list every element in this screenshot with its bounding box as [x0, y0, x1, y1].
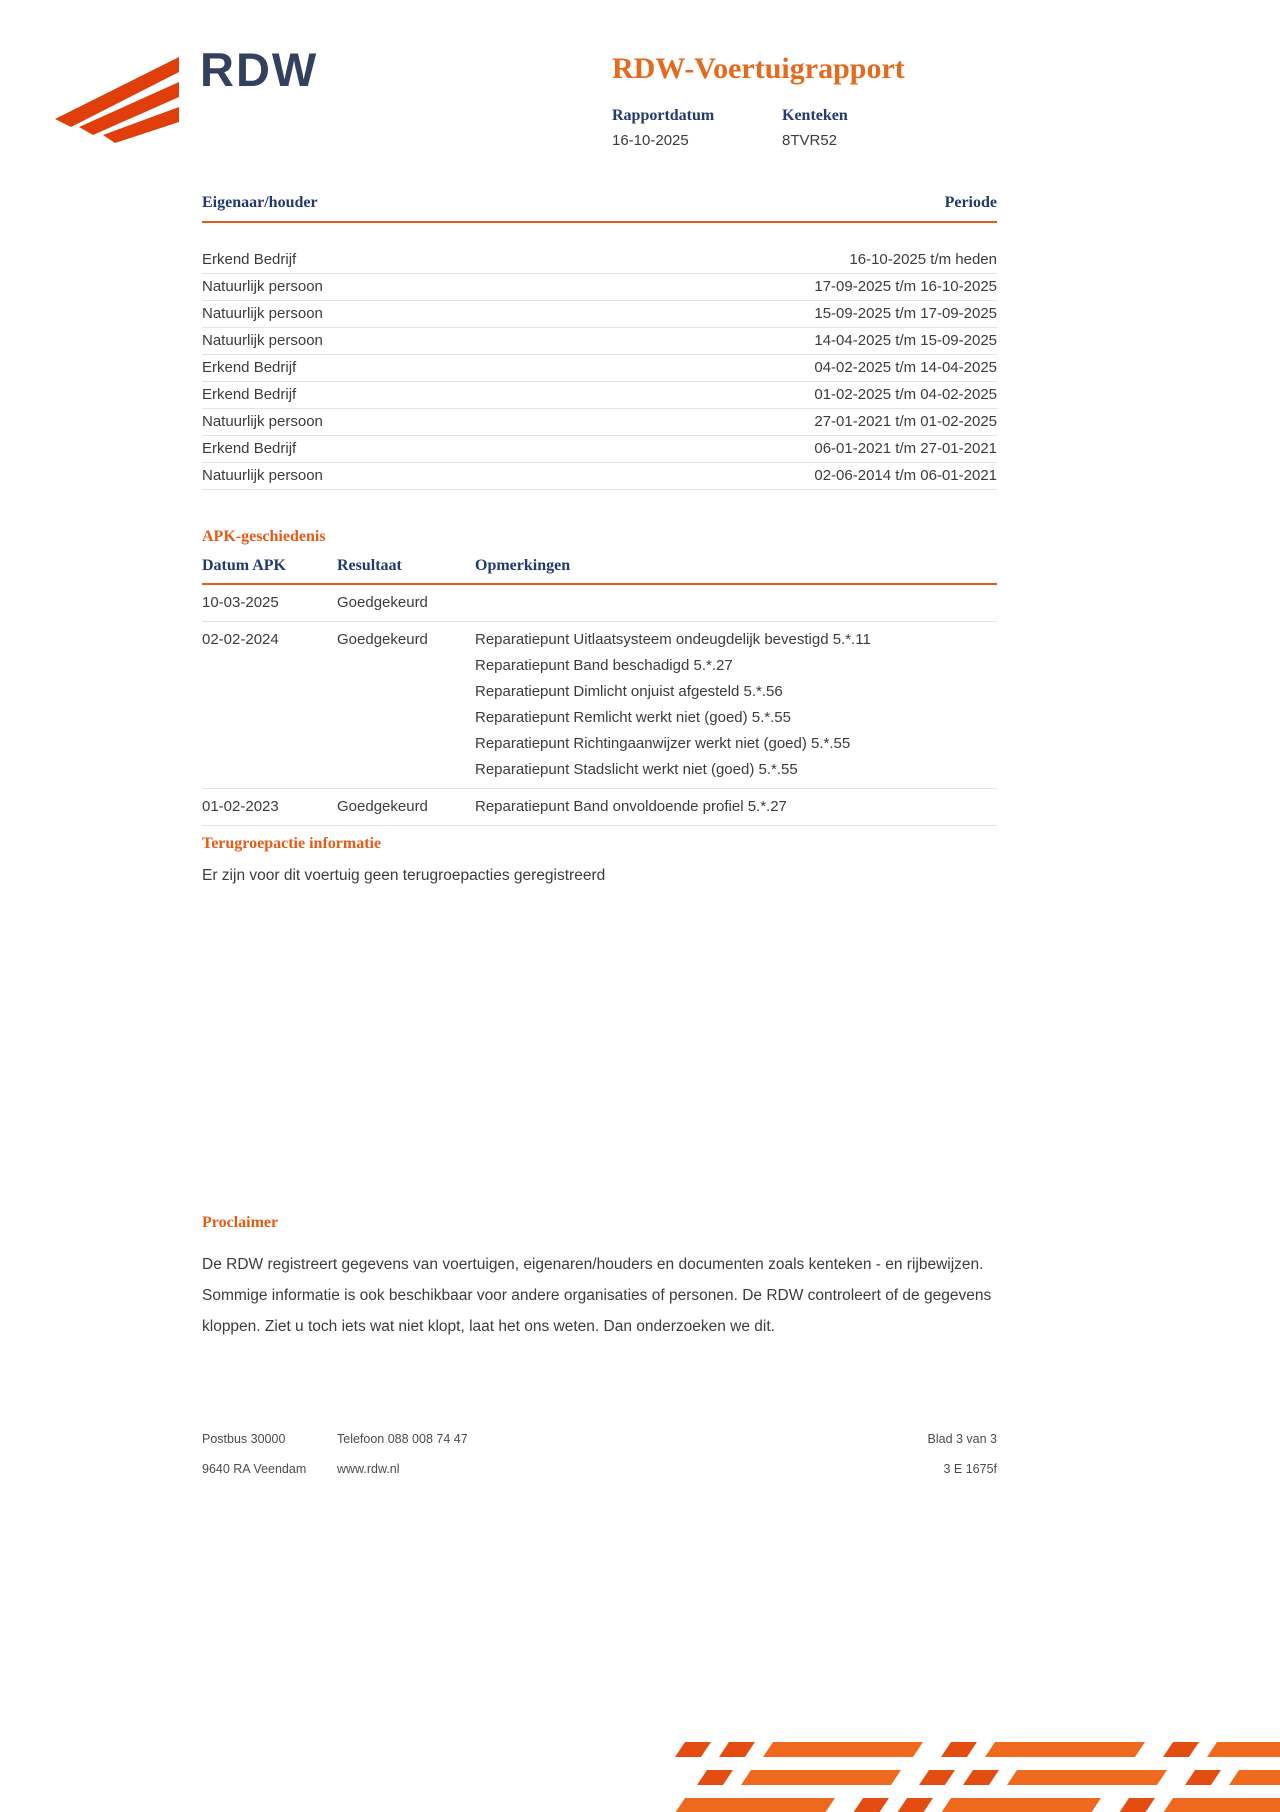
table-row [202, 463, 997, 490]
owner-period: 27-01-2021 t/m 01-02-2025 [814, 413, 997, 430]
proclaimer-text: De RDW registreert gegevens van voertuigen, eigenaren/houders en documenten zoals kenteken - en rijbewijzen. Sommige informatie is ook beschikbaar voor andere organisaties of personen. De RDW controleert of de gegevens kloppen. Ziet u toch iets wat niet klopt, laat het ons weten. Dan onderzoeken we dit. [202, 1256, 992, 1335]
apk-result: Goedgekeurd [337, 631, 428, 648]
owners-section-header [202, 194, 997, 223]
owner-period: 15-09-2025 t/m 17-09-2025 [814, 305, 997, 322]
owner-type: Erkend Bedrijf [202, 359, 297, 376]
table-row [202, 247, 997, 274]
apk-table-header [202, 557, 997, 585]
apk-remark: Reparatiepunt Stadslicht werkt niet (goed) 5.*.55 [475, 761, 798, 778]
page-title: RDW-Voertuigrapport [612, 52, 905, 85]
proclaimer-heading: Proclaimer [202, 1214, 279, 1231]
table-row [202, 274, 997, 301]
owner-type: Natuurlijk persoon [202, 413, 323, 430]
apk-remark: Reparatiepunt Dimlicht onjuist afgesteld 5.*.56 [475, 683, 783, 700]
proclaimer-section [202, 1214, 997, 1342]
license-plate-block [782, 107, 952, 149]
footer-row [202, 1462, 997, 1476]
owner-type: Natuurlijk persoon [202, 278, 323, 295]
report-header [612, 52, 998, 149]
table-row [202, 328, 997, 355]
license-plate-label: Kenteken [782, 107, 848, 124]
apk-history-section [202, 528, 997, 826]
apk-heading: APK-geschiedenis [202, 528, 326, 545]
apk-remark: Reparatiepunt Uitlaatsysteem ondeugdelijk bevestigd 5.*.11 [475, 631, 871, 648]
rdw-flag-icon [52, 55, 184, 150]
apk-date: 01-02-2023 [202, 798, 279, 815]
apk-result: Goedgekeurd [337, 594, 428, 611]
apk-date: 02-02-2024 [202, 631, 279, 648]
apk-col-remarks: Opmerkingen [475, 557, 571, 574]
owner-period: 16-10-2025 t/m heden [849, 251, 997, 268]
apk-col-result: Resultaat [337, 557, 402, 574]
apk-remark: Reparatiepunt Band onvoldoende profiel 5.*.27 [475, 798, 787, 815]
table-row [202, 409, 997, 436]
table-row [202, 355, 997, 382]
rdw-stripes-icon [675, 1742, 1280, 1812]
recall-heading: Terugroepactie informatie [202, 835, 382, 852]
owners-heading: Eigenaar/houder [202, 194, 318, 211]
apk-remark: Reparatiepunt Remlicht werkt niet (goed) 5.*.55 [475, 709, 791, 726]
footer-row [202, 1432, 997, 1446]
table-row [202, 382, 997, 409]
footer-address-line2: 9640 RA Veendam [202, 1462, 307, 1476]
report-date-value: 16-10-2025 [612, 132, 689, 149]
footer-website: www.rdw.nl [337, 1462, 400, 1476]
footer-page-number: Blad 3 van 3 [927, 1432, 997, 1446]
recall-section [202, 835, 997, 885]
rdw-logo-text: RDW [200, 43, 319, 96]
owner-period: 01-02-2025 t/m 04-02-2025 [814, 386, 997, 403]
owner-period: 14-04-2025 t/m 15-09-2025 [814, 332, 997, 349]
owner-type: Natuurlijk persoon [202, 467, 323, 484]
apk-remark: Reparatiepunt Richtingaanwijzer werkt niet (goed) 5.*.55 [475, 735, 851, 752]
owner-type: Erkend Bedrijf [202, 386, 297, 403]
page-footer [202, 1432, 997, 1476]
owner-period: 17-09-2025 t/m 16-10-2025 [814, 278, 997, 295]
owner-type: Natuurlijk persoon [202, 332, 323, 349]
owner-period: 06-01-2021 t/m 27-01-2021 [814, 440, 997, 457]
owner-period: 02-06-2014 t/m 06-01-2021 [814, 467, 997, 484]
recall-text: Er zijn voor dit voertuig geen terugroepacties geregistreerd [202, 867, 606, 884]
apk-date: 10-03-2025 [202, 594, 279, 611]
footer-address-line1: Postbus 30000 [202, 1432, 286, 1446]
owner-period: 04-02-2025 t/m 14-04-2025 [814, 359, 997, 376]
owner-type: Erkend Bedrijf [202, 440, 297, 457]
table-row [202, 301, 997, 328]
table-row [202, 789, 997, 826]
apk-col-date: Datum APK [202, 557, 286, 574]
owner-type: Natuurlijk persoon [202, 305, 323, 322]
apk-remarks [475, 590, 997, 616]
owners-table [202, 247, 997, 490]
table-row [202, 585, 997, 622]
table-row [202, 436, 997, 463]
owner-type: Erkend Bedrijf [202, 251, 297, 268]
period-heading: Periode [944, 194, 997, 211]
apk-remarks [475, 627, 997, 783]
apk-remarks [475, 794, 997, 820]
footer-form-code: 3 E 1675f [943, 1462, 997, 1476]
table-row [202, 622, 997, 789]
report-date-block [612, 107, 782, 149]
owners-section [202, 194, 997, 490]
apk-remark: Reparatiepunt Band beschadigd 5.*.27 [475, 657, 733, 674]
report-date-label: Rapportdatum [612, 107, 715, 124]
license-plate-value: 8TVR52 [782, 132, 838, 149]
footer-phone: Telefoon 088 008 74 47 [337, 1432, 468, 1446]
apk-result: Goedgekeurd [337, 798, 428, 815]
